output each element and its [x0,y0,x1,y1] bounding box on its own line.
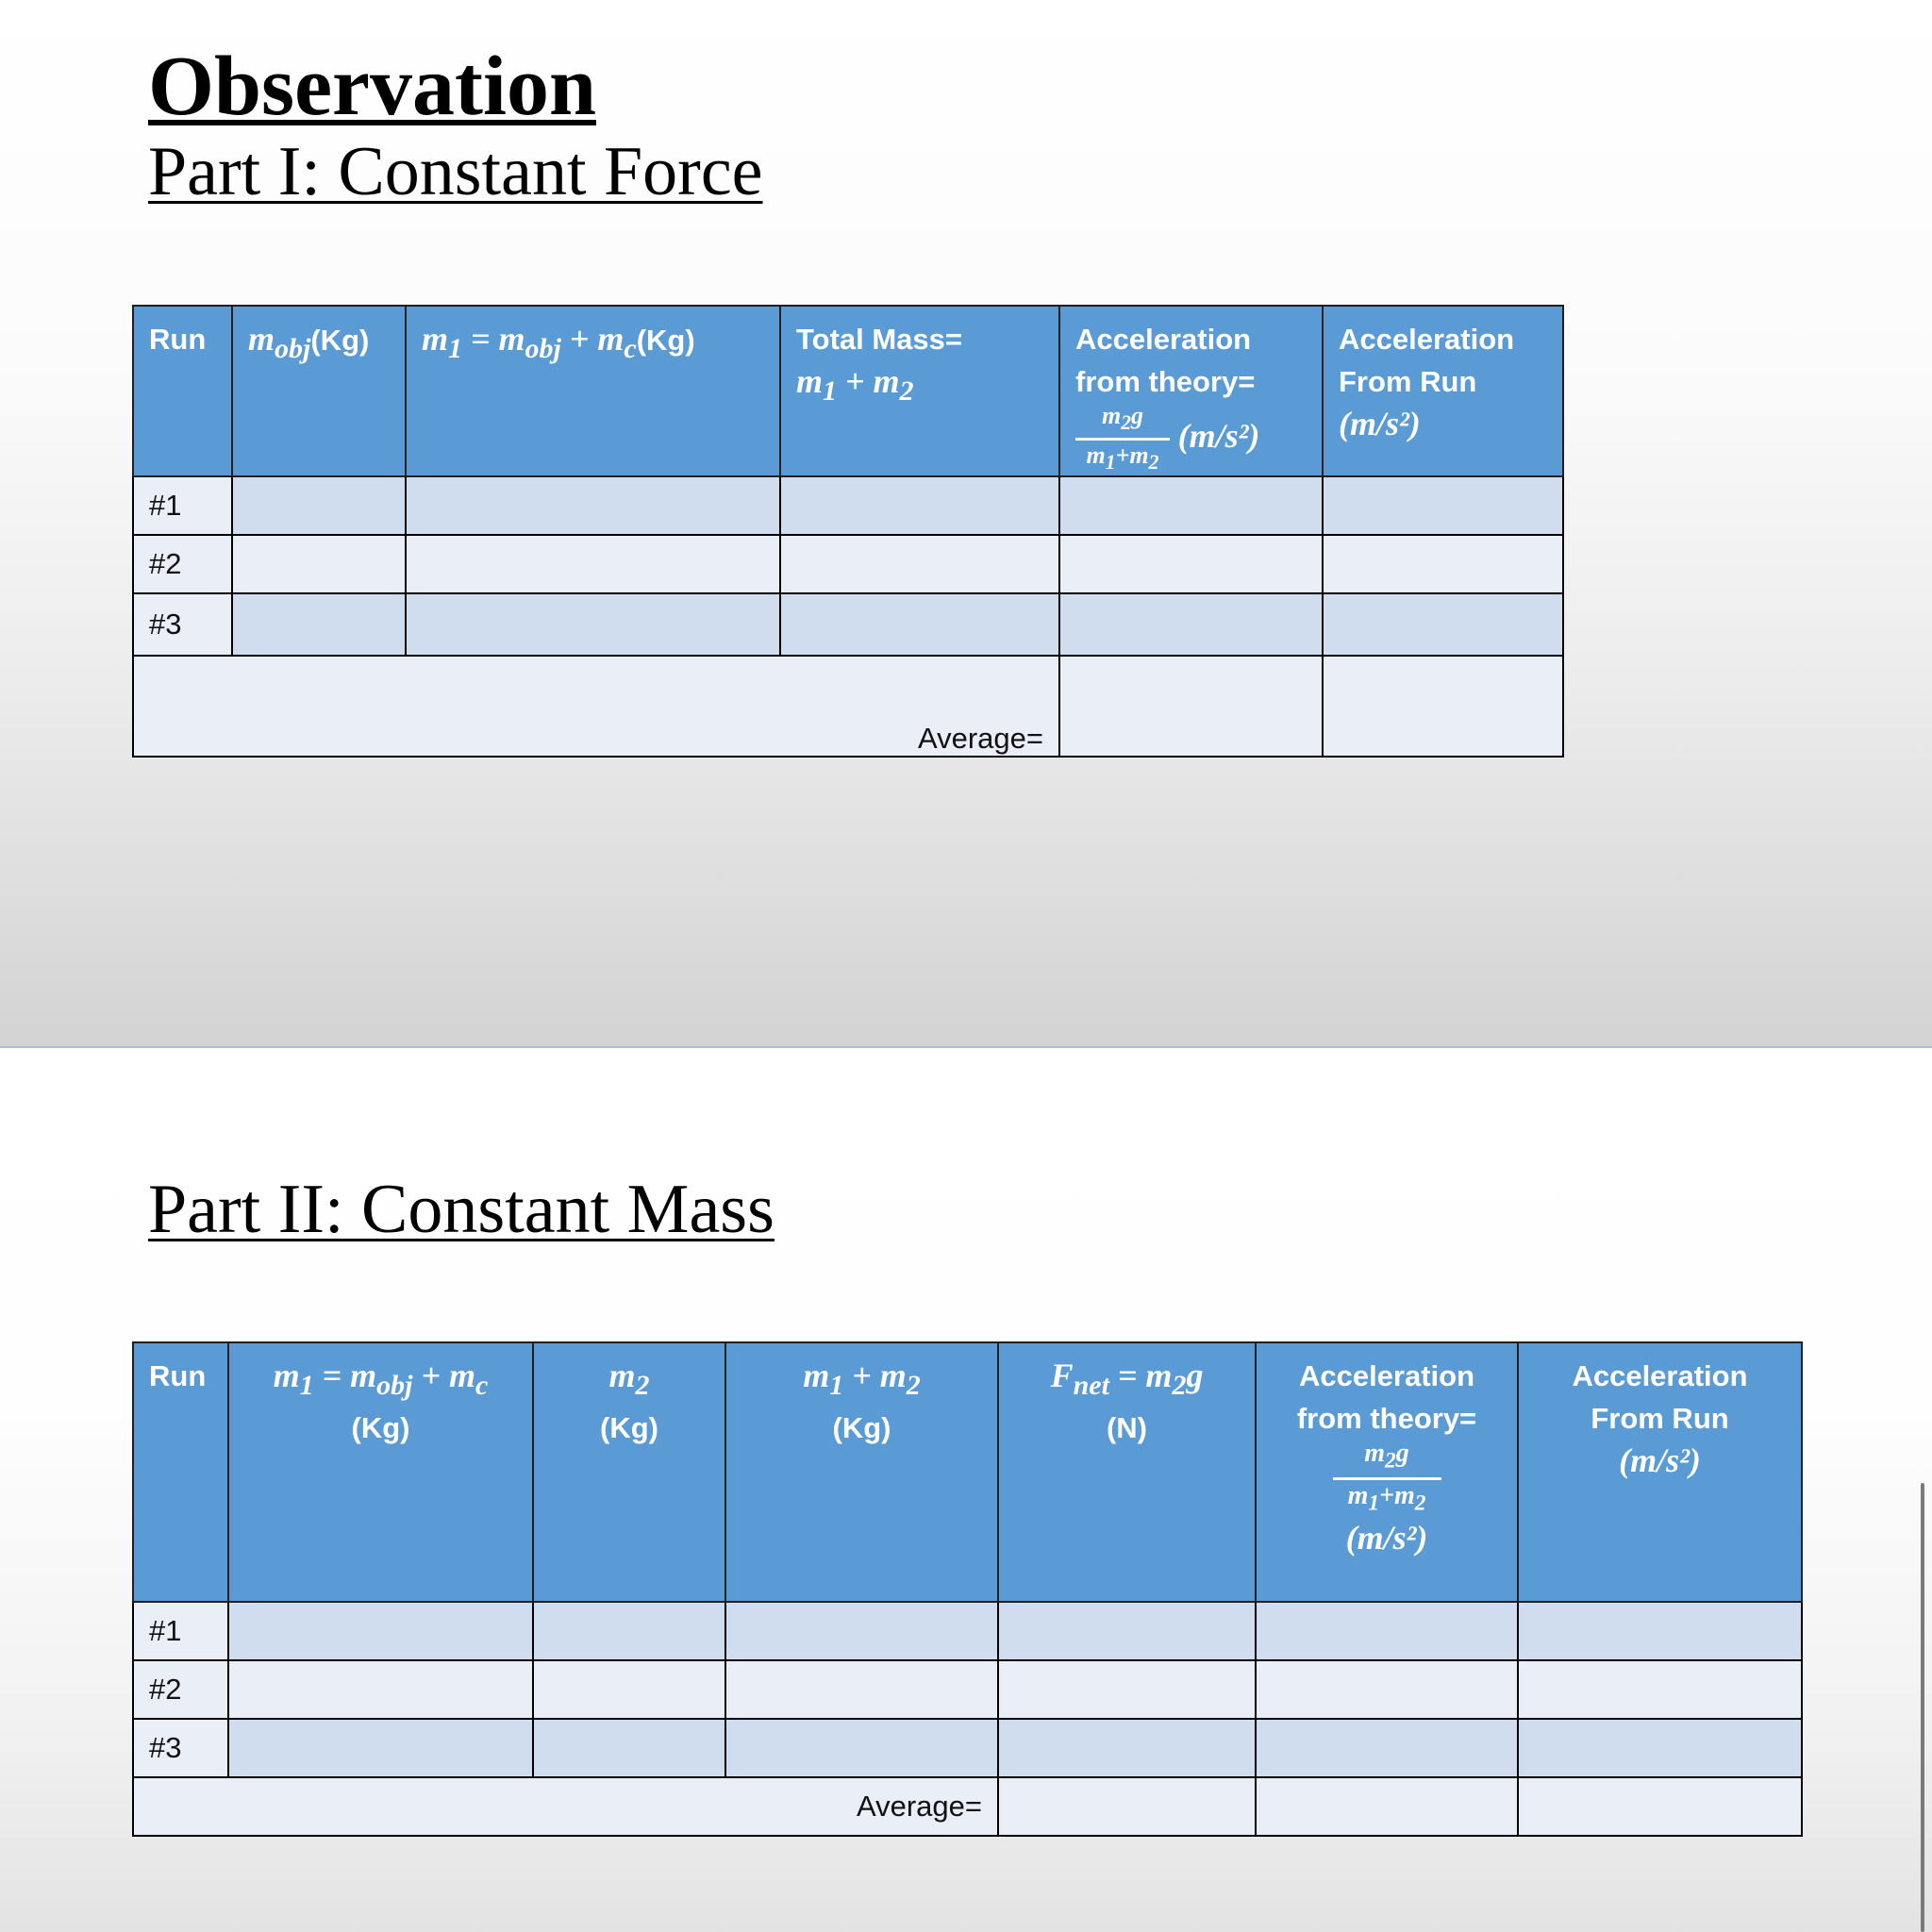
cell[interactable] [533,1719,725,1777]
average-theory-cell[interactable] [1059,656,1323,757]
cell[interactable] [998,1719,1256,1777]
table-row [133,593,1563,656]
table-row [133,1719,1802,1777]
average-label: Average= [133,656,1059,757]
table-row [133,1660,1802,1719]
header-total-mass: Total Mass= $m_1 + m_2$ [780,306,1059,476]
cell[interactable] [725,1602,998,1660]
cell[interactable] [406,535,780,593]
average-label: Average= [133,1777,998,1836]
run-label: #1 [133,1602,228,1660]
run-label: #3 [133,593,232,656]
cell[interactable] [1323,593,1563,656]
header-acc-run: Acceleration From Run (m/s²) [1518,1342,1802,1602]
cell[interactable] [1059,535,1323,593]
cell[interactable] [406,476,780,535]
cell[interactable] [1518,1719,1802,1777]
table-row [133,535,1563,593]
average-row [133,656,1563,757]
cell[interactable] [1256,1660,1518,1719]
average-theory-cell[interactable] [1256,1777,1518,1836]
constant-force-table [132,305,1564,758]
cell[interactable] [780,476,1059,535]
header-acc-theory: Acceleration from theory= $\frac{m_2g}{m_1+m_2} (m/s^2)$ [1059,306,1323,476]
header-run: Run [133,1342,228,1602]
cell[interactable] [1518,1660,1802,1719]
cell[interactable] [1518,1602,1802,1660]
average-run-cell[interactable] [1518,1777,1802,1836]
cell[interactable] [228,1602,533,1660]
cell[interactable] [998,1602,1256,1660]
cell[interactable] [232,593,406,656]
average-run-cell[interactable] [1323,656,1563,757]
header-fnet: $F_{net} = m_2g$ (N) [998,1342,1256,1602]
page-title: Observation [148,40,597,133]
header-m1: $m_1 = m_{obj} + m_c$ (Kg) [228,1342,533,1602]
table-row [133,476,1563,535]
table-header-row [133,1342,1802,1602]
header-run: Run [133,306,232,476]
table-row [133,1602,1802,1660]
header-mobj: $m_{obj}(Kg)$ [232,306,406,476]
cell[interactable] [725,1660,998,1719]
table-header-row [133,306,1563,476]
part2-title: Part II: Constant Mass [148,1171,774,1248]
run-label: #2 [133,1660,228,1719]
cell[interactable] [533,1660,725,1719]
header-m1m2: $m_1 + m_2$ (Kg) [725,1342,998,1602]
cell[interactable] [533,1602,725,1660]
cell[interactable] [232,476,406,535]
average-fnet-cell[interactable] [998,1777,1256,1836]
cell[interactable] [725,1719,998,1777]
cell[interactable] [406,593,780,656]
cell[interactable] [1059,476,1323,535]
cell[interactable] [1323,476,1563,535]
run-label: #3 [133,1719,228,1777]
cell[interactable] [1256,1719,1518,1777]
constant-mass-table [132,1341,1803,1837]
cell[interactable] [1323,535,1563,593]
average-row [133,1777,1802,1836]
cell[interactable] [780,535,1059,593]
run-label: #2 [133,535,232,593]
header-m1: $m_1 = m_{obj} + m_c(Kg)$ [406,306,780,476]
cell[interactable] [1059,593,1323,656]
cell[interactable] [228,1719,533,1777]
run-label: #1 [133,476,232,535]
cell[interactable] [1256,1602,1518,1660]
part1-title: Part I: Constant Force [148,133,763,210]
vertical-scrollbar[interactable] [1921,1483,1924,1932]
header-m2: $m_2$ (Kg) [533,1342,725,1602]
cell[interactable] [780,593,1059,656]
header-acc-run: Acceleration From Run (m/s²) [1323,306,1563,476]
cell[interactable] [228,1660,533,1719]
cell[interactable] [998,1660,1256,1719]
cell[interactable] [232,535,406,593]
header-acc-theory: Acceleration from theory= $\frac{m_2g}{m_1+m_2}$ (m/s²) [1256,1342,1518,1602]
